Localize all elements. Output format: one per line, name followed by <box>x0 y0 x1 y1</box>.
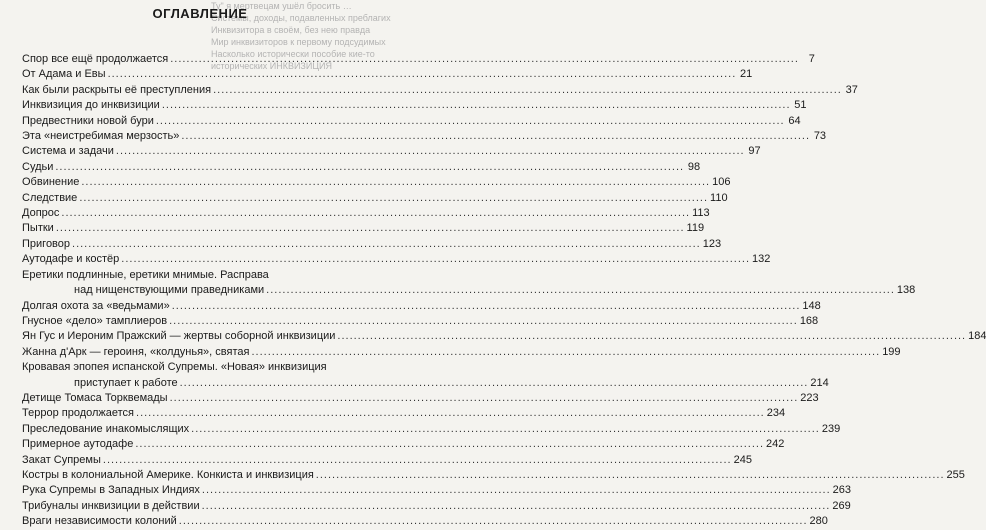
toc-entry-page: 110 <box>710 191 728 204</box>
toc-entry-title: над нищенствующими праведниками <box>74 284 265 297</box>
dot-leader <box>56 221 685 236</box>
toc-entry-page: 148 <box>802 299 821 312</box>
dot-leader <box>213 83 842 98</box>
toc-entry-page: 239 <box>821 422 841 435</box>
toc-entry <box>22 160 701 175</box>
toc-entry-page: 73 <box>813 130 827 143</box>
dot-leader <box>55 160 684 175</box>
dot-leader <box>169 314 798 329</box>
toc-entry-title: Инквизиция до инквизиции <box>22 99 160 112</box>
toc-entry <box>22 83 858 98</box>
toc-entry-title: приступает к работе <box>74 376 178 389</box>
toc-entry-title: Судьи <box>22 160 54 173</box>
toc-entry-title: Враги независимости колоний <box>22 515 177 528</box>
toc-entry <box>22 283 916 298</box>
toc-entry <box>22 98 807 113</box>
toc-entry-page: 255 <box>946 468 965 481</box>
toc-entry-page: 98 <box>687 160 701 173</box>
dot-leader <box>162 98 791 113</box>
toc-entry <box>22 406 786 421</box>
toc-entry <box>22 483 851 498</box>
dot-leader <box>172 299 801 314</box>
dot-leader <box>251 345 880 360</box>
toc-entry <box>22 376 829 391</box>
dot-leader <box>108 67 737 82</box>
toc-entry <box>22 221 705 236</box>
toc-entry-title: Допрос <box>22 207 60 220</box>
toc-entry-title: Закат Супремы <box>22 453 101 466</box>
bleed-line: Инквизитора в своём, без нею правда <box>211 25 371 35</box>
toc-entry <box>22 453 752 468</box>
toc-entry-title: Эта «неистребимая мерзость» <box>22 130 180 143</box>
toc-entry-page: 64 <box>788 114 801 127</box>
toc-entry <box>22 422 841 437</box>
dot-leader <box>81 175 710 190</box>
toc-entry <box>22 252 771 267</box>
toc-entry-title: Пытки <box>22 222 54 235</box>
toc-entry-title: Гнусное «дело» тамплиеров <box>22 314 168 327</box>
toc-entry <box>22 329 986 344</box>
toc-entry-page: 138 <box>896 284 916 297</box>
toc-entry <box>22 114 801 129</box>
toc-entry-page: 199 <box>882 345 901 358</box>
toc-entry <box>22 191 728 206</box>
toc-entry-title: Террор продолжается <box>22 407 135 420</box>
toc-entry-page: 263 <box>832 484 851 497</box>
toc-entry-page: 21 <box>740 68 753 81</box>
dot-leader <box>135 437 764 452</box>
toc-entry-title: Аутодафе и костёр <box>22 253 120 266</box>
toc-entry-page: 245 <box>733 453 752 466</box>
toc-entry-title: Приговор <box>22 237 71 250</box>
bleed-line: Мир инквизиторов к первому подсудимых <box>211 37 386 47</box>
dot-leader <box>121 252 750 267</box>
toc-entry <box>22 514 828 529</box>
toc-entry <box>22 206 710 221</box>
toc-entry-title: Костры в колониальной Америке. Конкиста и инквизиция <box>22 468 314 481</box>
toc-entry-page: 168 <box>799 314 819 327</box>
toc-entry <box>22 52 815 67</box>
dot-leader <box>179 514 808 529</box>
toc-entry-title: Рука Супремы в Западных Индиях <box>22 484 200 497</box>
toc-entry <box>22 237 722 252</box>
toc-entry <box>22 129 827 144</box>
toc-entry-page: 269 <box>832 499 851 512</box>
toc-entry-page: 242 <box>766 438 785 451</box>
toc-entry-page: 113 <box>692 207 710 220</box>
dot-leader <box>266 283 895 298</box>
toc-entry-title: Кровавая эпопея испанской Супремы. «Новая» инквизиция <box>22 361 327 374</box>
toc-entry-page: 184 <box>968 330 986 343</box>
toc-entry <box>22 299 821 314</box>
toc-entry-title: Трибуналы инквизиции в действии <box>22 499 200 512</box>
dot-leader <box>202 483 831 498</box>
dot-leader <box>181 129 810 144</box>
toc-entry-page: 51 <box>794 99 807 112</box>
toc-entry-page: 214 <box>810 376 829 389</box>
toc-entry <box>22 360 388 375</box>
toc-entry-page: 37 <box>845 83 858 96</box>
toc-entry-page: 7 <box>808 53 815 65</box>
dot-leader <box>136 406 765 421</box>
dot-leader <box>202 499 831 514</box>
toc-entry-title: Жанна д'Арк — героиня, «колдунья», святая <box>22 345 250 358</box>
toc-entry-title: Система и задачи <box>22 145 114 158</box>
toc-entry-title: Ян Гус и Иероним Пражский — жертвы соборной инквизиции <box>22 330 336 343</box>
dot-leader <box>79 191 708 206</box>
toc-entry <box>22 314 819 329</box>
dot-leader <box>170 391 799 406</box>
toc-entry-title: Детище Томаса Торквемады <box>22 391 168 404</box>
toc-entry-page: 97 <box>748 145 761 158</box>
toc-entry <box>22 391 819 406</box>
toc-entry-page: 123 <box>702 237 722 250</box>
bleed-line: исторических ИНКВИЗИЦИЯ <box>211 61 332 71</box>
bleed-line: Насколько исторически пособие кие-то <box>211 49 375 59</box>
toc-entry-title: Еретики подлинные, еретики мнимые. Расправа <box>22 268 269 281</box>
toc-entry-title: Предвестники новой бури <box>22 114 154 127</box>
toc-entry-page: 280 <box>809 515 828 528</box>
toc-entry-title: Обвинение <box>22 176 80 189</box>
toc-entry-title: Спор все ещё продолжается <box>22 53 169 65</box>
toc-entry-page: 223 <box>800 391 819 404</box>
toc-entry-title: Как были раскрыты её преступления <box>22 83 212 96</box>
dot-leader <box>116 144 745 159</box>
toc-heading: ОГЛАВЛЕНИЕ <box>152 6 248 21</box>
table-of-contents <box>22 52 986 530</box>
toc-entry <box>22 468 965 483</box>
toc-entry <box>22 499 851 514</box>
toc-entry <box>22 144 761 159</box>
toc-entry-page: 234 <box>766 407 786 420</box>
dot-leader <box>180 376 809 391</box>
toc-entry-title: Преследование инакомыслящих <box>22 422 190 435</box>
toc-entry-title: От Адама и Евы <box>22 68 106 81</box>
toc-entry-page: 119 <box>686 222 705 235</box>
toc-entry <box>22 67 753 82</box>
dot-leader <box>316 468 945 483</box>
toc-entry-title: Следствие <box>22 191 78 204</box>
bleed-line: Ту" я мертвецам ушёл бросить … <box>211 1 352 11</box>
toc-entry <box>22 437 785 452</box>
dot-leader <box>170 52 799 67</box>
dot-leader <box>156 114 785 129</box>
bleed-line: Системы, доходы, подавленных преблагих <box>211 13 391 23</box>
toc-entry-title: Долгая охота за «ведьмами» <box>22 299 170 312</box>
dot-leader <box>103 453 732 468</box>
dot-leader <box>191 422 820 437</box>
toc-entry <box>22 268 388 283</box>
dot-leader <box>61 206 690 221</box>
dot-leader <box>337 329 966 344</box>
toc-entry-page: 132 <box>752 253 771 266</box>
toc-entry <box>22 345 901 360</box>
toc-entry-page: 106 <box>712 176 731 189</box>
toc-entry-title: Примерное аутодафе <box>22 438 134 451</box>
dot-leader <box>72 237 701 252</box>
toc-entry <box>22 175 731 190</box>
